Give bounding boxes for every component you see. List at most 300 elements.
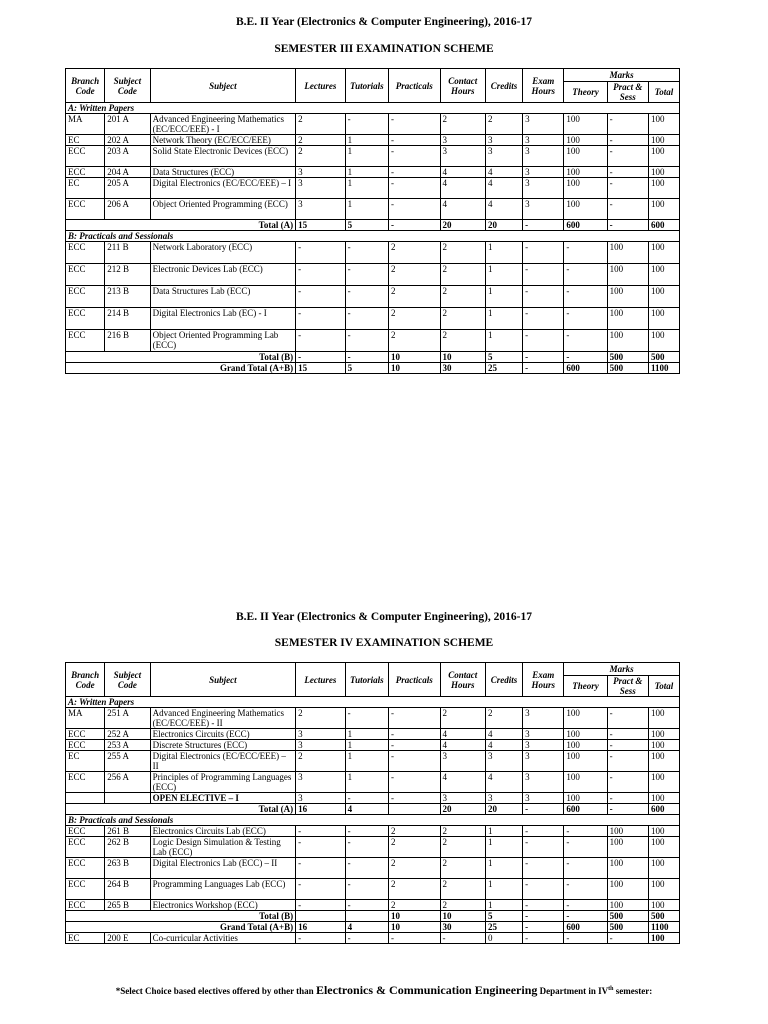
total-cell: 20 <box>440 804 485 815</box>
table-cell: 2 <box>296 751 346 772</box>
table-cell: - <box>345 900 388 911</box>
table-cell: - <box>523 308 564 330</box>
header-exam: Exam Hours <box>523 663 564 697</box>
table-cell: ECC <box>66 740 105 751</box>
table-row <box>66 900 680 911</box>
table-cell: 3 <box>523 135 564 146</box>
table-cell: EC <box>66 751 105 772</box>
table-cell: 100 <box>648 879 679 900</box>
table-cell: 100 <box>648 933 679 944</box>
table-cell: ECC <box>66 858 105 879</box>
table-cell: 100 <box>648 199 679 220</box>
total-label: Grand Total (A+B) <box>66 922 296 933</box>
table-cell: 2 <box>485 114 522 135</box>
table-cell: 100 <box>564 740 607 751</box>
table-cell: 1 <box>485 308 522 330</box>
table-row <box>66 308 680 330</box>
sem4-title: B.E. II Year (Electronics & Computer Engineering), 2016-17 <box>235 611 532 623</box>
total-cell: 600 <box>648 804 679 815</box>
table-cell: 3 <box>523 751 564 772</box>
total-cell: - <box>607 220 648 231</box>
table-cell: 2 <box>388 264 440 286</box>
table-cell: - <box>523 286 564 308</box>
table-cell: - <box>345 242 388 264</box>
table-cell: 200 E <box>105 933 150 944</box>
table-cell: 2 <box>388 826 440 837</box>
table-cell: 1 <box>345 178 388 199</box>
table-cell: 100 <box>607 330 648 352</box>
table-cell: 2 <box>388 879 440 900</box>
table-cell: 1 <box>485 264 522 286</box>
header-pract: Pract & Sess <box>607 676 648 697</box>
header-practicals: Practicals <box>388 69 440 103</box>
table-cell: Advanced Engineering Mathematics (EC/ECC/EEE) - II <box>150 708 296 729</box>
table-cell: - <box>523 858 564 879</box>
table-cell: Electronics Circuits Lab (ECC) <box>150 826 296 837</box>
grand-total-row <box>66 363 680 374</box>
table-cell: 100 <box>648 114 679 135</box>
table-cell: 2 <box>440 264 485 286</box>
section-row <box>66 103 680 114</box>
table-row <box>66 858 680 879</box>
total-cell: 10 <box>440 352 485 363</box>
table-cell: 1 <box>485 900 522 911</box>
table-cell: EC <box>66 933 105 944</box>
table-cell: Digital Electronics (EC/ECC/EEE) – I <box>150 178 296 199</box>
table-cell: - <box>564 879 607 900</box>
section-b-label: B: Practicals and Sessionals <box>66 231 680 242</box>
table-cell: Digital Electronics Lab (EC) - I <box>150 308 296 330</box>
table-cell: 100 <box>648 837 679 858</box>
section-row <box>66 815 680 826</box>
table-cell: 3 <box>523 793 564 804</box>
table-cell: 4 <box>485 772 522 793</box>
table-cell: MA <box>66 114 105 135</box>
table-cell: 1 <box>345 751 388 772</box>
total-cell: 10 <box>388 363 440 374</box>
table-cell: 212 B <box>105 264 150 286</box>
total-label: Total (A) <box>66 220 296 231</box>
header-branch: Branch Code <box>66 69 105 103</box>
table-cell: Co-curricular Activities <box>150 933 296 944</box>
elective-label: OPEN ELECTIVE – I <box>150 793 296 804</box>
total-cell: 500 <box>607 911 648 922</box>
table-cell: 3 <box>440 793 485 804</box>
table-cell: 3 <box>296 167 346 178</box>
table-cell: 4 <box>485 167 522 178</box>
table-cell: 3 <box>440 751 485 772</box>
section-a-label: A: Written Papers <box>66 697 680 708</box>
table-cell: 100 <box>607 264 648 286</box>
table-row <box>66 772 680 793</box>
total-cell: 5 <box>345 220 388 231</box>
table-cell: - <box>607 146 648 167</box>
total-cell: - <box>523 922 564 933</box>
table-cell: - <box>388 178 440 199</box>
table-row <box>66 146 680 167</box>
table-cell: - <box>345 793 388 804</box>
table-cell: 100 <box>648 330 679 352</box>
table-cell: ECC <box>66 308 105 330</box>
total-cell: 500 <box>607 352 648 363</box>
table-cell: 2 <box>296 114 346 135</box>
sem3-scheme-table <box>65 68 680 374</box>
table-cell: 100 <box>564 793 607 804</box>
table-cell: 1 <box>345 740 388 751</box>
table-cell: 2 <box>388 242 440 264</box>
table-cell: - <box>296 858 346 879</box>
section-row <box>66 231 680 242</box>
table-cell: 3 <box>440 135 485 146</box>
table-cell: 100 <box>648 772 679 793</box>
table-cell: - <box>523 826 564 837</box>
table-cell: ECC <box>66 879 105 900</box>
table-cell: - <box>345 933 388 944</box>
table-cell: - <box>345 114 388 135</box>
total-cell: 30 <box>440 922 485 933</box>
header-tutorials: Tutorials <box>345 663 388 697</box>
section-b-label: B: Practicals and Sessionals <box>66 815 680 826</box>
grand-total-row <box>66 922 680 933</box>
table-cell: 100 <box>648 167 679 178</box>
table-cell: - <box>607 729 648 740</box>
table-cell: 1 <box>345 772 388 793</box>
table-cell: 2 <box>440 242 485 264</box>
table-cell: 4 <box>485 729 522 740</box>
table-cell: 100 <box>648 146 679 167</box>
table-cell: 4 <box>440 167 485 178</box>
header-credits: Credits <box>485 663 522 697</box>
table-cell: 256 A <box>105 772 150 793</box>
table-cell: 4 <box>440 772 485 793</box>
total-cell: 16 <box>296 922 346 933</box>
table-cell: 3 <box>523 729 564 740</box>
table-cell: ECC <box>66 900 105 911</box>
table-cell: 100 <box>564 729 607 740</box>
header-practicals: Practicals <box>388 663 440 697</box>
table-cell: - <box>296 242 346 264</box>
total-label: Grand Total (A+B) <box>66 363 296 374</box>
table-cell: 2 <box>440 826 485 837</box>
table-row <box>66 729 680 740</box>
total-cell: 20 <box>440 220 485 231</box>
table-cell: - <box>296 837 346 858</box>
table-cell: 203 A <box>105 146 150 167</box>
total-cell: 5 <box>345 363 388 374</box>
table-row <box>66 879 680 900</box>
table-cell: - <box>388 146 440 167</box>
table-cell: Electronics Workshop (ECC) <box>150 900 296 911</box>
table-cell: - <box>345 837 388 858</box>
table-cell: 3 <box>523 114 564 135</box>
table-cell: 1 <box>345 135 388 146</box>
table-cell: 255 A <box>105 751 150 772</box>
header-pract: Pract & Sess <box>607 82 648 103</box>
table-cell: Electronic Devices Lab (ECC) <box>150 264 296 286</box>
table-cell: 2 <box>440 330 485 352</box>
table-row <box>66 178 680 199</box>
total-label: Total (B) <box>66 911 296 922</box>
table-cell: 100 <box>564 708 607 729</box>
table-cell: 202 A <box>105 135 150 146</box>
table-cell: - <box>607 751 648 772</box>
table-cell: 201 A <box>105 114 150 135</box>
table-cell: 3 <box>523 708 564 729</box>
total-cell: 600 <box>564 363 607 374</box>
total-cell: 500 <box>607 922 648 933</box>
table-cell: Advanced Engineering Mathematics (EC/ECC/EEE) - I <box>150 114 296 135</box>
table-row <box>66 740 680 751</box>
total-cell: 20 <box>485 220 522 231</box>
table-cell: 206 A <box>105 199 150 220</box>
table-cell: 2 <box>388 330 440 352</box>
table-cell: Object Oriented Programming Lab (ECC) <box>150 330 296 352</box>
total-cell: 15 <box>296 363 346 374</box>
table-cell: Logic Design Simulation & Testing Lab (ECC) <box>150 837 296 858</box>
table-cell: 2 <box>296 135 346 146</box>
total-cell: 25 <box>485 363 522 374</box>
table-cell: 0 <box>485 933 522 944</box>
total-cell: - <box>523 352 564 363</box>
table-cell: - <box>523 330 564 352</box>
table-cell: - <box>296 330 346 352</box>
table-row <box>66 242 680 264</box>
table-cell: 213 B <box>105 286 150 308</box>
table-cell: 100 <box>564 114 607 135</box>
total-cell: - <box>564 911 607 922</box>
table-cell: ECC <box>66 837 105 858</box>
footnote-middle: Department in IV <box>537 986 609 996</box>
total-a-row <box>66 220 680 231</box>
table-cell: 100 <box>607 900 648 911</box>
table-cell: 2 <box>388 900 440 911</box>
table-cell: 3 <box>523 178 564 199</box>
table-cell: - <box>564 308 607 330</box>
table-cell: 262 B <box>105 837 150 858</box>
elective-footnote <box>0 983 768 998</box>
table-row <box>66 264 680 286</box>
table-cell: - <box>523 837 564 858</box>
table-cell: Object Oriented Programming (ECC) <box>150 199 296 220</box>
table-cell: ECC <box>66 264 105 286</box>
table-cell: 3 <box>485 135 522 146</box>
table-cell: 2 <box>440 858 485 879</box>
total-cell: 20 <box>485 804 522 815</box>
table-cell: - <box>388 114 440 135</box>
header-branch: Branch Code <box>66 663 105 697</box>
total-cell: 4 <box>345 922 388 933</box>
table-row <box>66 708 680 729</box>
table-cell: - <box>440 933 485 944</box>
table-cell: 3 <box>296 729 346 740</box>
table-cell: 100 <box>648 178 679 199</box>
header-total: Total <box>648 82 679 103</box>
table-cell: 2 <box>296 146 346 167</box>
table-cell: 100 <box>648 729 679 740</box>
header-exam: Exam Hours <box>523 69 564 103</box>
table-cell: - <box>388 772 440 793</box>
table-cell: 2 <box>388 858 440 879</box>
table-cell: - <box>345 826 388 837</box>
table-cell: 253 A <box>105 740 150 751</box>
table-cell: ECC <box>66 826 105 837</box>
table-cell: 4 <box>440 178 485 199</box>
table-cell: Digital Electronics (EC/ECC/EEE) – II <box>150 751 296 772</box>
table-cell: EC <box>66 135 105 146</box>
table-cell: 100 <box>564 199 607 220</box>
table-cell: - <box>296 900 346 911</box>
table-cell: 100 <box>648 308 679 330</box>
cocurricular-row <box>66 933 680 944</box>
total-cell <box>296 911 346 922</box>
table-row <box>66 751 680 772</box>
total-cell: 10 <box>388 911 440 922</box>
table-cell: 1 <box>485 286 522 308</box>
table-cell: 4 <box>440 729 485 740</box>
total-cell <box>388 804 440 815</box>
table-cell: Discrete Structures (ECC) <box>150 740 296 751</box>
table-cell: - <box>296 826 346 837</box>
section-row <box>66 697 680 708</box>
table-cell: 2 <box>388 286 440 308</box>
table-cell: - <box>564 933 607 944</box>
footnote-sup: th <box>608 986 614 992</box>
table-cell: - <box>296 879 346 900</box>
table-cell: 3 <box>296 178 346 199</box>
table-cell: - <box>523 879 564 900</box>
table-cell: 1 <box>345 167 388 178</box>
total-cell: 600 <box>648 220 679 231</box>
table-cell: - <box>523 242 564 264</box>
table-cell: - <box>607 772 648 793</box>
total-cell: - <box>523 804 564 815</box>
table-row <box>66 167 680 178</box>
table-cell: 216 B <box>105 330 150 352</box>
table-cell: 100 <box>564 135 607 146</box>
total-cell: - <box>607 804 648 815</box>
table-cell: 2 <box>388 837 440 858</box>
table-cell: 100 <box>648 264 679 286</box>
table-cell: - <box>607 167 648 178</box>
sem4-subtitle: SEMESTER IV EXAMINATION SCHEME <box>274 637 494 649</box>
header-tutorials: Tutorials <box>345 69 388 103</box>
table-cell: - <box>388 740 440 751</box>
table-cell: 4 <box>440 740 485 751</box>
table-cell: - <box>388 933 440 944</box>
table-cell: 100 <box>607 286 648 308</box>
total-b-row <box>66 352 680 363</box>
table-cell: 1 <box>485 330 522 352</box>
table-row <box>66 826 680 837</box>
total-cell: 600 <box>564 804 607 815</box>
table-cell: - <box>607 114 648 135</box>
total-cell: 25 <box>485 922 522 933</box>
table-cell: 251 A <box>105 708 150 729</box>
total-cell: 5 <box>485 352 522 363</box>
table-cell: 204 A <box>105 167 150 178</box>
header-lectures: Lectures <box>296 69 346 103</box>
total-cell: - <box>523 911 564 922</box>
table-cell: 100 <box>648 708 679 729</box>
table-cell: MA <box>66 708 105 729</box>
table-cell: 2 <box>440 708 485 729</box>
table-cell: EC <box>66 178 105 199</box>
table-cell: 100 <box>648 900 679 911</box>
table-cell: 3 <box>440 146 485 167</box>
table-cell: 100 <box>648 826 679 837</box>
table-cell: 3 <box>296 740 346 751</box>
table-cell: 252 A <box>105 729 150 740</box>
table-cell: 100 <box>607 837 648 858</box>
table-cell: - <box>345 330 388 352</box>
header-total: Total <box>648 676 679 697</box>
table-cell: 2 <box>485 708 522 729</box>
table-cell: - <box>345 286 388 308</box>
table-cell: - <box>607 708 648 729</box>
total-cell: 10 <box>388 922 440 933</box>
header-marks: Marks <box>564 663 680 676</box>
table-cell: ECC <box>66 286 105 308</box>
table-cell: - <box>607 178 648 199</box>
total-cell: 15 <box>296 220 346 231</box>
table-row <box>66 837 680 858</box>
sem4-scheme-table <box>65 662 680 944</box>
table-cell: 100 <box>564 751 607 772</box>
table-cell: 3 <box>485 146 522 167</box>
table-cell: - <box>564 837 607 858</box>
header-contact: Contact Hours <box>440 663 485 697</box>
table-cell: Data Structures (ECC) <box>150 167 296 178</box>
table-cell: - <box>564 264 607 286</box>
total-cell: - <box>564 352 607 363</box>
total-cell: 5 <box>485 911 522 922</box>
total-cell: 10 <box>440 911 485 922</box>
table-cell: Programming Languages Lab (ECC) <box>150 879 296 900</box>
table-cell: 3 <box>523 772 564 793</box>
table-cell: 3 <box>485 751 522 772</box>
table-cell <box>105 793 150 804</box>
table-cell: 100 <box>648 751 679 772</box>
table-cell: 3 <box>523 146 564 167</box>
table-cell: - <box>296 308 346 330</box>
table-cell: - <box>296 933 346 944</box>
total-cell: 1100 <box>648 363 679 374</box>
table-cell: 2 <box>388 308 440 330</box>
total-cell: - <box>296 352 346 363</box>
table-cell: 2 <box>440 308 485 330</box>
header-subject: Subject <box>150 69 296 103</box>
table-cell: 1 <box>485 837 522 858</box>
table-cell: Data Structures Lab (ECC) <box>150 286 296 308</box>
table-cell: 1 <box>345 199 388 220</box>
table-cell: 100 <box>564 146 607 167</box>
table-cell: - <box>564 858 607 879</box>
total-label: Total (A) <box>66 804 296 815</box>
table-cell: - <box>564 242 607 264</box>
table-cell: 1 <box>485 858 522 879</box>
table-cell: 100 <box>607 858 648 879</box>
table-cell: 3 <box>523 167 564 178</box>
total-cell: 500 <box>648 911 679 922</box>
table-cell: 2 <box>440 837 485 858</box>
table-cell: Principles of Programming Languages (ECC) <box>150 772 296 793</box>
table-cell: Electronics Circuits (ECC) <box>150 729 296 740</box>
total-cell: - <box>345 352 388 363</box>
table-cell: 3 <box>296 199 346 220</box>
table-row <box>66 135 680 146</box>
table-cell: - <box>607 199 648 220</box>
table-cell: 205 A <box>105 178 150 199</box>
